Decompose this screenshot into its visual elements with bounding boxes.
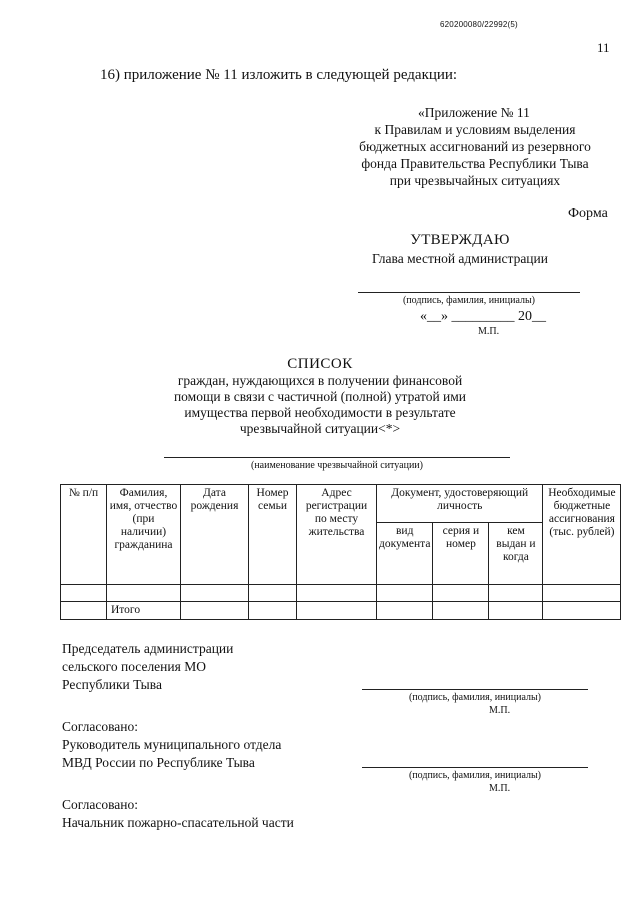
appendix-line: бюджетных ассигнований из резервного [359,139,591,154]
header-doc-type: вид документа [377,523,433,585]
table-row [61,585,621,602]
agreed-label: Согласовано: [62,797,138,812]
appendix-line: фонда Правительства Республики Тыва [361,156,589,171]
appendix-heading [330,104,620,189]
approve-stamp: М.П. [478,326,500,337]
header-document: Документ, удостоверяющий личность [377,485,543,523]
chairman-stamp: М.П. [489,705,511,716]
mvd-stamp: М.П. [489,783,511,794]
chairman-line: Республики Тыва [62,677,162,692]
total-label: Итого [107,602,181,620]
header-name: Фамилия, имя, отчество (при наличии) гражданина [107,485,181,585]
intro-text: 16) приложение № 11 изложить в следующей редакции: [100,67,458,83]
list-subtitle-line: имущества первой необходимости в результате [184,405,456,420]
header-num: № п/п [61,485,107,585]
table-total-row [61,602,621,620]
form-label: Форма [568,206,608,221]
emergency-caption: (наименование чрезвычайной ситуации) [251,460,423,471]
mvd-signature-caption: (подпись, фамилия, инициалы) [408,770,542,781]
fire-line: Начальник пожарно-спасательной части [62,815,294,830]
fire-block [62,796,294,832]
list-title-block [150,356,490,437]
approve-signature-line [358,292,580,293]
mvd-line: Руководитель муниципального отдела [62,737,282,752]
approve-signature-caption: (подпись, фамилия, инициалы) [402,295,536,306]
chairman-block [62,640,233,694]
mvd-block [62,718,281,772]
header-family-number: Номер семьи [249,485,297,585]
page-number: 11 [597,40,610,55]
chairman-signature-caption: (подпись, фамилия, инициалы) [408,692,542,703]
approve-title: УТВЕРЖДАЮ [410,232,510,248]
appendix-line: «Приложение № 11 [418,105,530,120]
list-subtitle-line: граждан, нуждающихся в получении финансовой [177,373,463,388]
list-subtitle-line: чрезвычайной ситуации<*> [239,421,401,436]
mvd-signature-line [362,767,588,768]
mvd-line: МВД России по Республике Тыва [62,755,255,770]
appendix-line: к Правилам и условиям выделения [374,122,576,137]
header-funds: Необходимые бюджетные ассигнования (тыс. рублей) [543,485,621,585]
emergency-name-line [164,457,510,458]
agreed-label: Согласовано: [62,719,138,734]
appendix-line: при чрезвычайных ситуациях [389,173,561,188]
chairman-line: Председатель администрации [62,641,234,656]
header-doc-issued: кем выдан и когда [489,523,543,585]
list-subtitle-line: помощи в связи с частичной (полной) утратой ими [173,389,467,404]
approve-date-line: «__» _________ 20__ [420,309,546,324]
header-birth-date: Дата рождения [181,485,249,585]
header-address: Адрес регистрации по месту жительства [297,485,377,585]
chairman-signature-line [362,689,588,690]
citizens-table [60,484,621,620]
list-title: СПИСОК [287,356,353,372]
chairman-line: сельского поселения МО [62,659,206,674]
approve-subtitle: Глава местной администрации [372,251,548,266]
header-doc-series: серия и номер [433,523,489,585]
approval-block [340,232,580,267]
document-code: 620200080/22992(5) [440,20,518,29]
